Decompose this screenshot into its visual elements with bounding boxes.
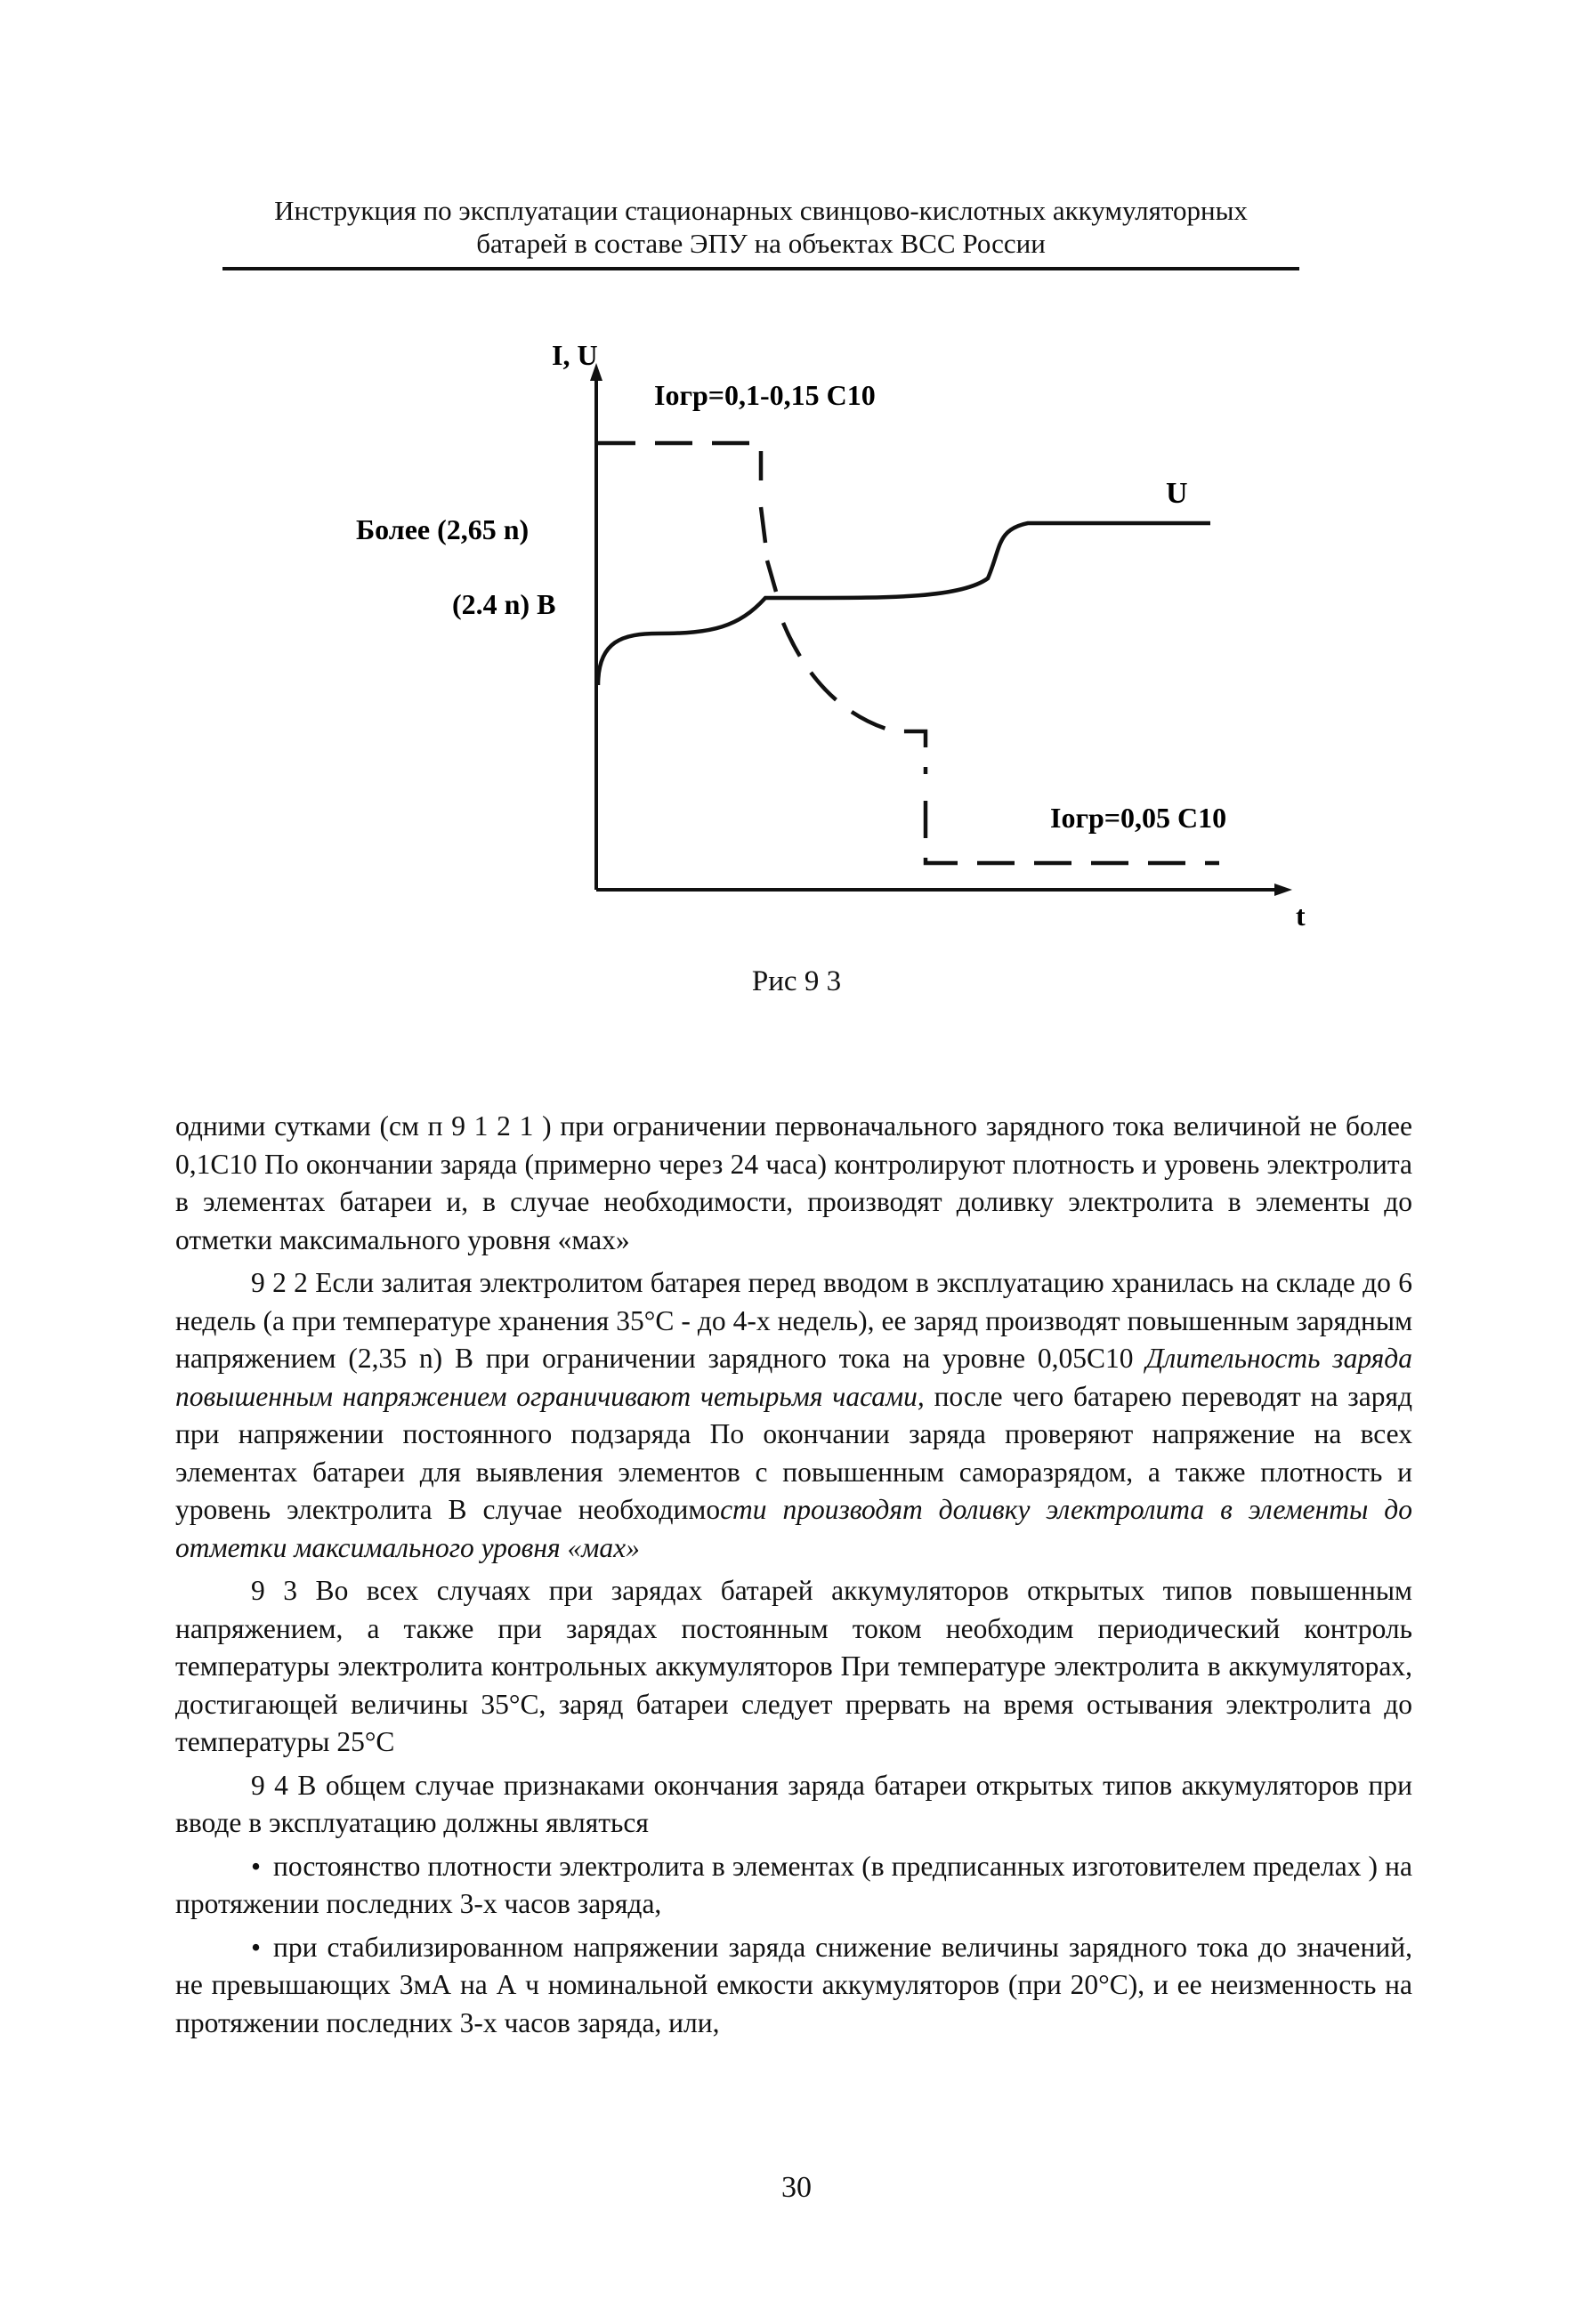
current-limit-label-1: Iогр=0,1-0,15 С10 [654,379,876,411]
bullet-icon: • [251,1850,262,1882]
bullet-item-1-text: постоянство плотности электролита в элементах (в предписанных изготовителем пределах ) на протяжении последних 3-х часов заряда, [175,1850,1412,1919]
charge-diagram [0,0,1593,961]
paragraph-9-2-2 [175,1264,1412,1567]
paragraph-9-2-2-italic-1: Длительность заряда повышенным напряжением ограничивают четырьмя часами, [175,1343,1412,1412]
voltage-curve [598,523,1210,685]
paragraph-9-2-2-start: 9 2 2 Если залитая электролитом батарея перед вводом в эксплуатацию хранилась на складе до 6 недель (а при температуре хранения 35°С - до 4-х недель), ее заряд производят повышенным зарядным напряжением (2,35 n) В при ограничении зарядного тока на уровне 0,05С10 [175,1267,1412,1374]
x-axis-arrow [1274,884,1292,896]
current-limit-label-2: Iогр=0,05 С10 [1050,802,1227,834]
paragraph-1: одними сутками (см п 9 1 2 1 ) при ограничении первоначального зарядного тока величиной не более 0,1С10 По окончании заряда (примерно через 24 часа) контролируют плотность и уровень электролита в элементах батареи и, в случае необходимости, производят доливку электролита в элементы до отметки максимального уровня «мах» [175,1110,1412,1255]
current-curve [598,443,1219,863]
paragraph-9-3: 9 3 Во всех случаях при зарядах батарей аккумуляторов открытых типов повышенным напряжением, а также при зарядах постоянным током необходим периодический контроль температуры электролита контрольных аккумуляторов При температуре электролита в аккумуляторах, достигающей величины 35°С, заряд батареи следует прервать на время остывания электролита до температуры 25°С [175,1575,1412,1757]
voltage-curve-label: U [1166,477,1188,510]
paragraph-9-2-2-italic-2: сти производят доливку электролита в элементы до отметки максимального уровня «мах» [175,1494,1412,1563]
label-low-voltage: (2.4 n) В [452,588,556,620]
body-text [175,1108,1412,2047]
bullet-item-1 [175,1848,1412,1924]
x-axis-label: t [1296,900,1306,932]
paragraph-9-2-2-middle: после чего батарею переводят на заряд при напряжении постоянного подзаряда По окончании заряда проверяют напряжение на всех элементах батареи для выявления элементов с повышенным саморазрядом, а также плотность и уровень электролита В случае необходимо [175,1380,1412,1525]
bullet-icon: • [251,1931,262,1963]
header-line-2: батарей в составе ЭПУ на объектах ВСС России [476,228,1046,259]
paragraph-9-4: 9 4 В общем случае признаками окончания заряда батареи открытых типов аккумуляторов при вводе в эксплуатацию должны являться [175,1769,1412,1838]
bullet-item-2 [175,1929,1412,2043]
label-high-voltage: Более (2,65 n) [356,513,530,545]
y-axis-label: I, U [552,339,598,371]
page-number: 30 [781,2171,812,2204]
header-line-1: Инструкция по эксплуатации стационарных свинцово-кислотных аккумуляторных [274,195,1248,226]
bullet-item-2-text: при стабилизированном напряжении заряда снижение величины зарядного тока до значений, не превышающих 3мА на А ч номинальной емкости аккумуляторов (при 20°С), и ее неизменность на протяжении последних 3-х часов заряда, или, [175,1931,1412,2038]
figure-caption: Рис 9 3 [751,965,842,997]
charge-diagram-svg [0,0,1593,961]
